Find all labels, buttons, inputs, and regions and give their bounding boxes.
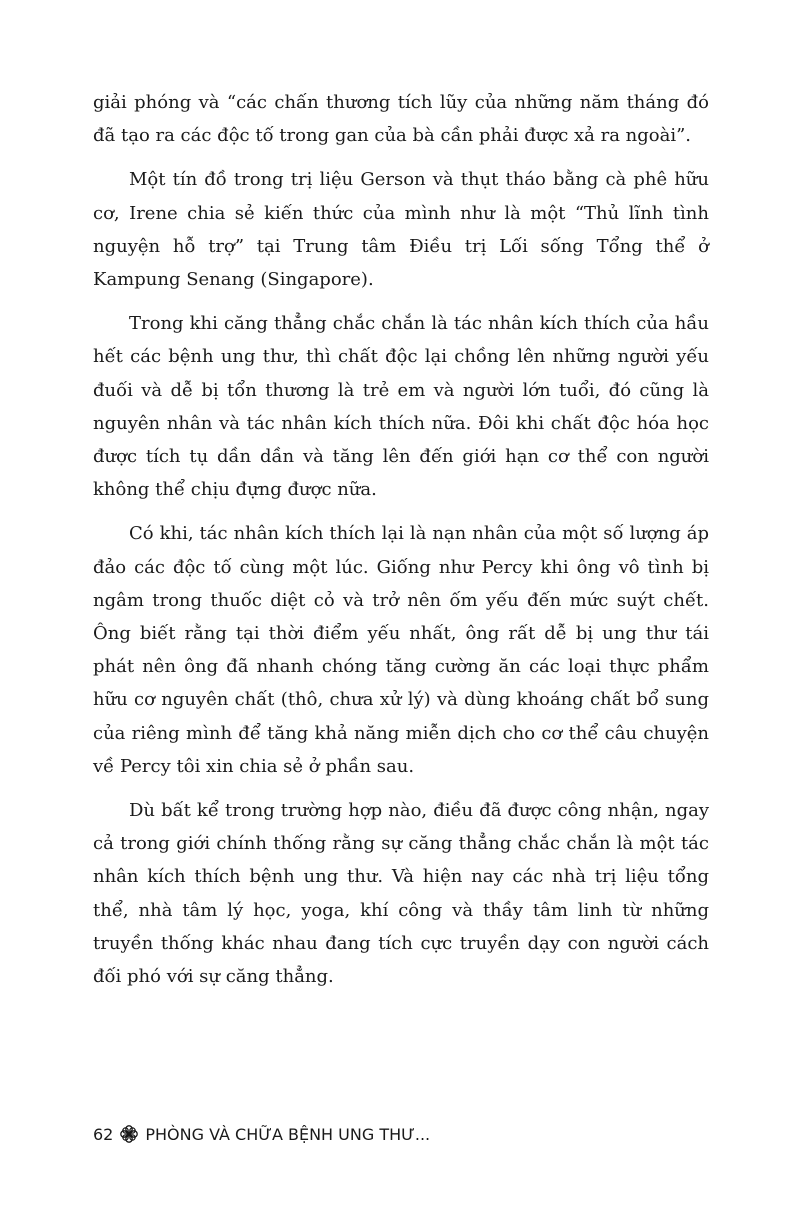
paragraph-2: Một tín đồ trong trị liệu Gerson và thụt tháo bằng cà phê hữu cơ, Irene chia sẻ kiến thức của mình như là một “Thủ lĩnh tình nguyện hỗ trợ” tại Trung tâm Điều trị Lối sống Tổng thể ở Kampung Senang (Singapore). <box>93 169 709 291</box>
paragraph-4: Có khi, tác nhân kích thích lại là nạn nhân của một số lượng áp đảo các độc tố cùng một lúc. Giống như Percy khi ông vô tình bị ngâm trong thuốc diệt cỏ và trở nên ốm yếu đến mức suýt chết. Ông biết rằng tại thời điểm yếu nhất, ông rất dễ bị ung thư tái phát nên ông đã nhanh chóng tăng cường ăn các loại thực phẩm hữu cơ nguyên chất (thô, chưa xử lý) và dùng khoáng chất bổ sung của riêng mình để tăng khả năng miễn dịch cho cơ thể câu chuyện về Percy tôi xin chia sẻ ở phần sau. <box>93 523 709 777</box>
paragraph-3: Trong khi căng thẳng chắc chắn là tác nhân kích thích của hầu hết các bệnh ung thư, thì chất độc lại chồng lên những người yếu đuối và dễ bị tổn thương là trẻ em và người lớn tuổi, đó cũng là nguyên nhân và tác nhân kích thích nữa. Đôi khi chất độc hóa học được tích tụ dần dần và tăng lên đến giới hạn cơ thể con người không thể chịu đựng được nữa. <box>93 313 709 501</box>
page-footer <box>93 1124 430 1144</box>
paragraph-1: giải phóng và “các chấn thương tích lũy của những năm tháng đó đã tạo ra các độc tố trong gan của bà cần phải được xả ra ngoài”. <box>93 92 709 147</box>
flower-ornament-icon <box>119 1124 139 1144</box>
paragraph-5: Dù bất kể trong trường hợp nào, điều đã được công nhận, ngay cả trong giới chính thống rằng sự căng thẳng chắc chắn là một tác nhân kích thích bệnh ung thư. Và hiện nay các nhà trị liệu tổng thể, nhà tâm lý học, yoga, khí công và thầy tâm linh từ những truyền thống khác nhau đang tích cực truyền dạy con người cách đối phó với sự căng thẳng. <box>93 800 709 988</box>
page-number: 62 <box>93 1124 114 1144</box>
running-title: PHÒNG VÀ CHỮA BỆNH UNG THƯ... <box>145 1124 431 1144</box>
body-text <box>93 86 709 1004</box>
